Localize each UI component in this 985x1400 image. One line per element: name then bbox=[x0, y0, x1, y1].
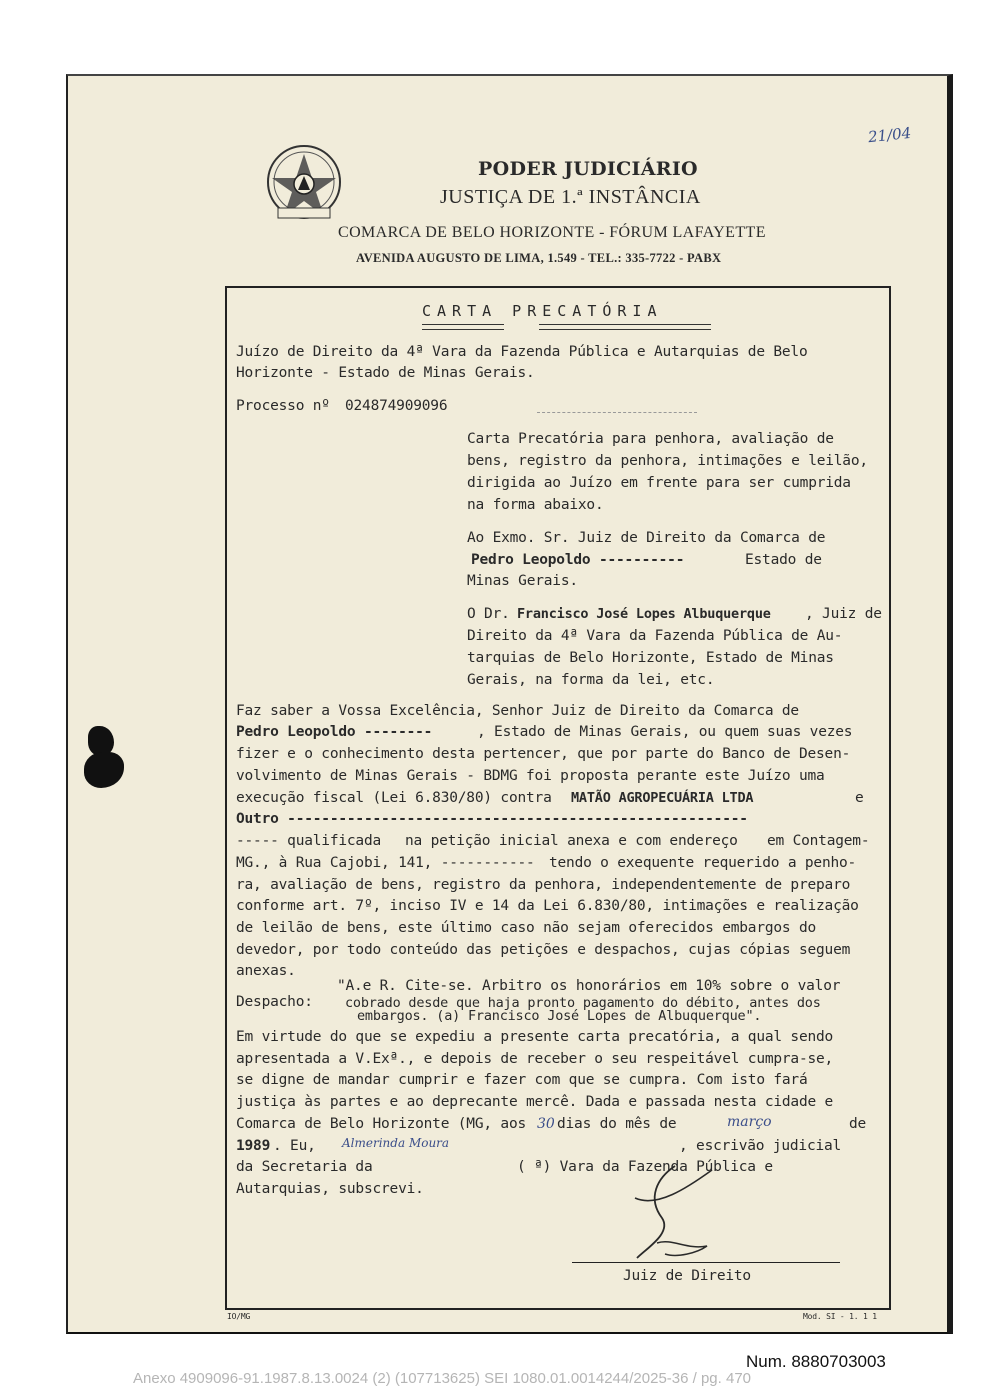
text-line: bens, registro da penhora, intimações e leilão, bbox=[467, 453, 868, 469]
text-line: fizer e o conhecimento desta pertencer, que por parte do Banco de Desen- bbox=[236, 746, 851, 762]
text-line: ( ª) Vara da Fazenda Pública e bbox=[517, 1159, 773, 1175]
letter-frame bbox=[225, 286, 891, 1321]
text-line: execução fiscal (Lei 6.830/80) contra bbox=[236, 790, 552, 806]
title-underline bbox=[539, 324, 711, 330]
scanned-page bbox=[66, 74, 953, 1334]
text-line: na forma abaixo. bbox=[467, 497, 604, 513]
text-line: de leilão de bens, este último caso não sejam oferecidos embargos do bbox=[236, 920, 817, 936]
text-line: anexas. bbox=[236, 963, 296, 979]
coat-of-arms-seal bbox=[264, 144, 344, 224]
text-line: Outro ------------------------------------------------------ bbox=[236, 811, 748, 827]
text-line: e bbox=[855, 790, 864, 806]
dotted-fill bbox=[537, 412, 697, 413]
text-line: Estado de bbox=[745, 552, 822, 568]
dispatch-label: Despacho: bbox=[236, 994, 313, 1010]
text-line: , Juiz de bbox=[805, 606, 882, 622]
text-line: MG., à Rua Cajobi, 141, ----------- bbox=[236, 855, 535, 871]
handwritten-clerk-name: Almerinda Moura bbox=[342, 1136, 450, 1150]
text-line: . Eu, bbox=[273, 1138, 316, 1154]
text-line: Autarquias, subscrevi. bbox=[236, 1181, 424, 1197]
title-underline bbox=[422, 324, 504, 330]
signature-caption: Juiz de Direito bbox=[623, 1268, 751, 1284]
handwritten-day: 30 bbox=[537, 1116, 555, 1132]
text-line: , Estado de Minas Gerais, ou quem suas vezes bbox=[477, 724, 853, 740]
text-line: dirigida ao Juízo em frente para ser cumprida bbox=[467, 475, 851, 491]
dispatch-text: embargos. (a) Francisco José Lopes de Albuquerque". bbox=[357, 1008, 762, 1024]
ink-blot bbox=[84, 752, 124, 788]
text-line: Comarca de Belo Horizonte (MG, aos bbox=[236, 1116, 527, 1132]
text-line: Horizonte - Estado de Minas Gerais. bbox=[236, 365, 535, 381]
text-line: Juízo de Direito da 4ª Vara da Fazenda Pública e Autarquias de Belo bbox=[236, 344, 808, 360]
text-line: em Contagem- bbox=[767, 833, 870, 849]
text-line: na petição inicial anexa e com endereço bbox=[405, 833, 738, 849]
form-code-right: Mod. SI - 1. 1 1 bbox=[803, 1312, 877, 1321]
text-line: Em virtude do que se expediu a presente carta precatória, a qual sendo bbox=[236, 1029, 834, 1045]
header-title: PODER JUDICIÁRIO bbox=[478, 158, 698, 180]
text-line: da Secretaria da bbox=[236, 1159, 373, 1175]
text-line: dias do mês de bbox=[557, 1116, 677, 1132]
text-line: Pedro Leopoldo -------- bbox=[236, 724, 433, 740]
text-line: de bbox=[849, 1116, 867, 1132]
header-subtitle: JUSTIÇA DE 1.ª INSTÂNCIA bbox=[440, 186, 701, 208]
text-line: devedor, por todo conteúdo das petições e despachos, cujas cópias seguem bbox=[236, 942, 851, 958]
defendant-name: MATÃO AGROPECUÁRIA LTDA bbox=[571, 790, 754, 806]
process-number: 024874909096 bbox=[345, 398, 448, 414]
page-mark-top: 21 bbox=[867, 126, 889, 147]
document-reference: Anexo 4909096-91.1987.8.13.0024 (2) (107713625) SEI 1080.01.0014244/2025-36 / pg. 470 bbox=[133, 1370, 752, 1387]
header-comarca: COMARCA DE BELO HORIZONTE - FÓRUM LAFAYETTE bbox=[338, 224, 766, 241]
page-mark: 21/04 bbox=[867, 123, 913, 147]
text-line: ----- qualificada bbox=[236, 833, 382, 849]
text-line: Gerais, na forma da lei, etc. bbox=[467, 672, 715, 688]
text-line: conforme art. 7º, inciso IV e 14 da Lei 6.830/80, intimações e realização bbox=[236, 898, 859, 914]
year: 1989 bbox=[236, 1138, 271, 1154]
text-line: Minas Gerais. bbox=[467, 573, 578, 589]
page-mark-bottom: 04 bbox=[891, 123, 913, 144]
text-line: Processo nº bbox=[236, 398, 330, 414]
text-line: Ao Exmo. Sr. Juiz de Direito da Comarca de bbox=[467, 530, 826, 546]
text-line: O Dr. bbox=[467, 606, 510, 622]
handwritten-month: março bbox=[727, 1114, 772, 1130]
dispatch-text: cobrado desde que haja pronto pagamento do débito, antes dos bbox=[345, 995, 821, 1011]
header-address: AVENIDA AUGUSTO DE LIMA, 1.549 - TEL.: 335-7722 - PABX bbox=[356, 251, 722, 265]
document-title: CARTA PRECATÓRIA bbox=[422, 302, 663, 320]
text-line: volvimento de Minas Gerais - BDMG foi proposta perante este Juízo uma bbox=[236, 768, 825, 784]
document-number: Num. 8880703003 bbox=[746, 1352, 886, 1371]
text-line: , escrivão judicial bbox=[679, 1138, 842, 1154]
text-line: Direito da 4ª Vara da Fazenda Pública de Au- bbox=[467, 628, 843, 644]
signature-line bbox=[572, 1262, 840, 1263]
text-line: tendo o exequente requerido a penho- bbox=[549, 855, 857, 871]
text-line: Faz saber a Vossa Excelência, Senhor Juiz de Direito da Comarca de bbox=[236, 703, 799, 719]
text-line: Carta Precatória para penhora, avaliação de bbox=[467, 431, 834, 447]
dispatch-text: "A.e R. Cite-se. Arbitro os honorários em 10% sobre o valor bbox=[337, 978, 841, 994]
text-line: tarquias de Belo Horizonte, Estado de Minas bbox=[467, 650, 834, 666]
form-code-left: IO/MG bbox=[227, 1312, 251, 1321]
text-line: justiça às partes e ao deprecante mercê. Dada e passada nesta cidade e bbox=[236, 1094, 834, 1110]
text-line: apresentada a V.Exª., e depois de receber o seu respeitável cumpra-se, bbox=[236, 1051, 834, 1067]
judge-signature bbox=[617, 1158, 727, 1268]
text-line: se digne de mandar cumprir e fazer com que se cumpra. Com isto fará bbox=[236, 1072, 808, 1088]
text-line: Pedro Leopoldo ---------- bbox=[471, 552, 685, 568]
text-line: ra, avaliação de bens, registro da penhora, independentemente de preparo bbox=[236, 877, 851, 893]
judge-name: Francisco José Lopes Albuquerque bbox=[517, 606, 771, 622]
